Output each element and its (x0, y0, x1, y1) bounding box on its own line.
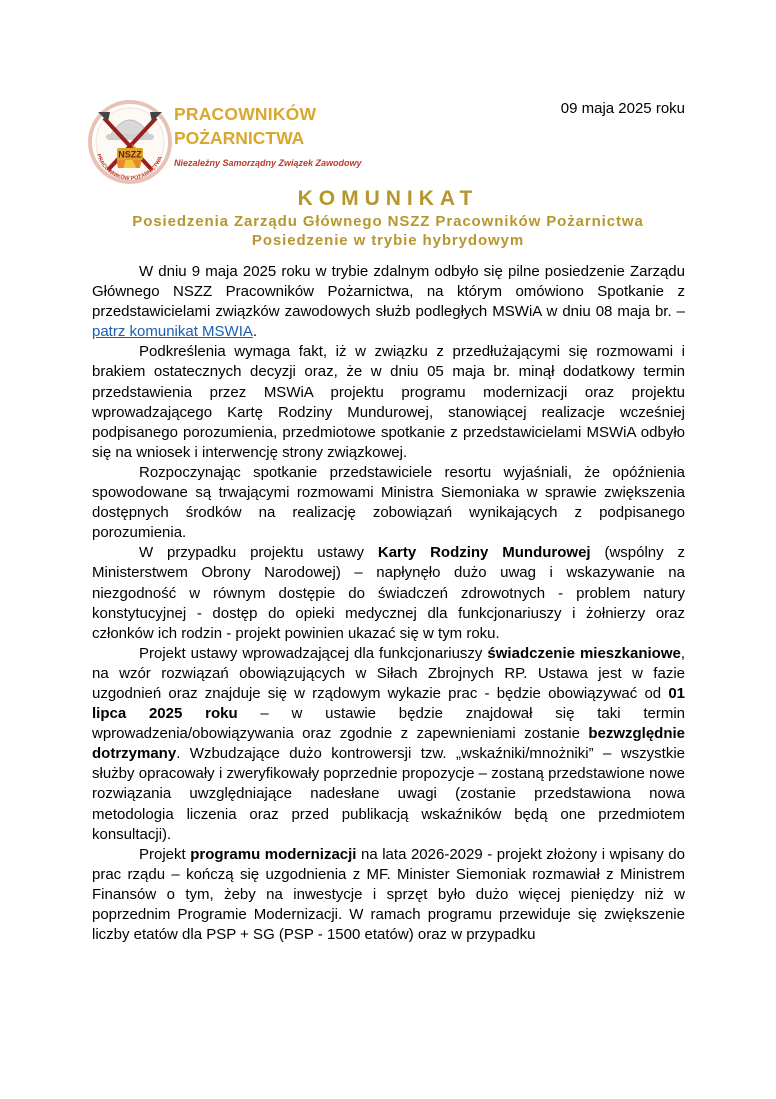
paragraph-text: Projekt (139, 845, 191, 863)
logo-title-line1: PRACOWNIKÓW (174, 104, 317, 124)
bold-phrase: bezwzględnie dotrzymany (92, 725, 685, 763)
emblem-ring-text: PRACOWNIKÓW POŻARNICTWA (95, 153, 164, 183)
paragraph-text: W przypadku projektu ustawy (139, 544, 378, 562)
bold-phrase: 01 lipca 2025 roku (92, 684, 685, 723)
paragraph-2: Podkreślenia wymaga fakt, iż w związku z przedłużającymi się rozmowami i brakiem ostatecznych decyzji oraz, że w dniu 05 maja br. minął dodatkowy termin przedstawienia przez MSWiA projektu programu modernizacji oraz projektu wprowadzającego Kartę Rodziny Mundurowej, stanowiącej realizacje wcześniej podpisanego porozumienia, przedmiotowe spotkanie z przedstawicielami MSWiA odbyło się na wniosek i interwencję strony związkowej. (92, 343, 685, 461)
paragraph-1 (92, 262, 685, 342)
paragraph-6 (92, 845, 685, 945)
paragraph-text: – w ustawie będzie znajdował się taki termin wprowadzenia/obowiązywania oraz zgodnie z zapewnieniami zostanie (92, 705, 685, 743)
bold-phrase: Karty Rodziny Mundurowej (377, 544, 591, 562)
bold-phrase: programu modernizacji (190, 845, 357, 863)
paragraph-text: . (252, 323, 258, 341)
paragraph-3: Rozpoczynając spotkanie przedstawiciele resortu wyjaśniali, że opóźnienia spowodowane są trwającymi rozmowami Ministra Siemoniaka w sprawie zwiększenia dostępnych środków na realizację zobowiązań wynikających z podpisanego porozumienia. (92, 463, 685, 542)
paragraph-text: na lata 2026-2029 - projekt złożony i wpisany do prac rządu – kończą się uzgodnienia z MF. Minister Siemoniak rozmawiał z Ministrem Finansów o tym, żeby na inwestycje i sprzęt było dużo więcej pieniędzy niż w poprzednim Programie Modernizacji. W ramach programu przewiduje się zwiększenie liczby etatów dla PSP + SG (PSP - 1500 etatów) oraz w przypadku (92, 845, 685, 944)
document-date: 09 maja 2025 roku (560, 100, 685, 117)
bold-phrase: świadczenie mieszkaniowe (487, 644, 681, 662)
logo-title-line2: POŻARNICTWA (174, 128, 305, 148)
paragraph-5 (92, 644, 685, 845)
document-body (92, 262, 685, 945)
paragraph-text: (wspólny z Ministerstwem Obrony Narodowej) – napłynęło dużo uwag i wskazywanie na niezgodność w równym dostępie do świadczeń zdrowotnych - problem natury konstytucyjnej - dostęp do opieki medycznej dla funkcjonariuszy i żołnierzy oraz członków ich rodzin - projekt powinien ukazać się w tym roku. (92, 544, 685, 642)
document-header (88, 186, 688, 250)
paragraph-4 (92, 543, 685, 643)
document-subtitle-meeting-mode: Posiedzenie w trybie hybrydowym (251, 232, 525, 249)
logo-tagline: Niezależny Samorządny Związek Zawodowy (174, 158, 362, 168)
emblem-text: NSZZ (118, 149, 142, 160)
document-subtitle: Posiedzenia Zarządu Głównego NSZZ Pracowników Pożarnictwa (132, 213, 644, 230)
paragraph-text: . Wzbudzające dużo kontrowersji tzw. „wskaźniki/mnożniki” – wszystkie służby opracowały i zweryfikowały poprzednie propozycje – zostaną przedstawione nowe rozwiązania uwzględniające nadesłane uwagi (zostanie przedstawiona nowa metodologia liczenia oraz przed publikacją wskaźników będą one przedmiotem konsultacji). (92, 745, 685, 843)
union-logo (88, 96, 362, 188)
paragraph-text: Projekt ustawy wprowadzającej dla funkcjonariuszy (139, 644, 488, 662)
union-emblem-icon (88, 96, 174, 188)
paragraph-text: W dniu 9 maja 2025 roku w trybie zdalnym odbyło się pilne posiedzenie Zarządu Głównego NSZZ Pracowników Pożarnictwa, na którym omówiono Spotkanie z przedstawicielami związków zawodowych służb podległych MSWiA w dniu 08 maja br. – (92, 263, 685, 321)
paragraph-text: , na wzór rozwiązań obowiązujących w Siłach Zbrojnych RP. Ustawa jest w fazie uzgodnień oraz znajduje się w rządowym wykazie prac - będzie obowiązywać od (92, 644, 685, 702)
mswia-announcement-link[interactable]: patrz komunikat MSWIA (92, 323, 253, 341)
document-title: KOMUNIKAT (297, 187, 479, 210)
